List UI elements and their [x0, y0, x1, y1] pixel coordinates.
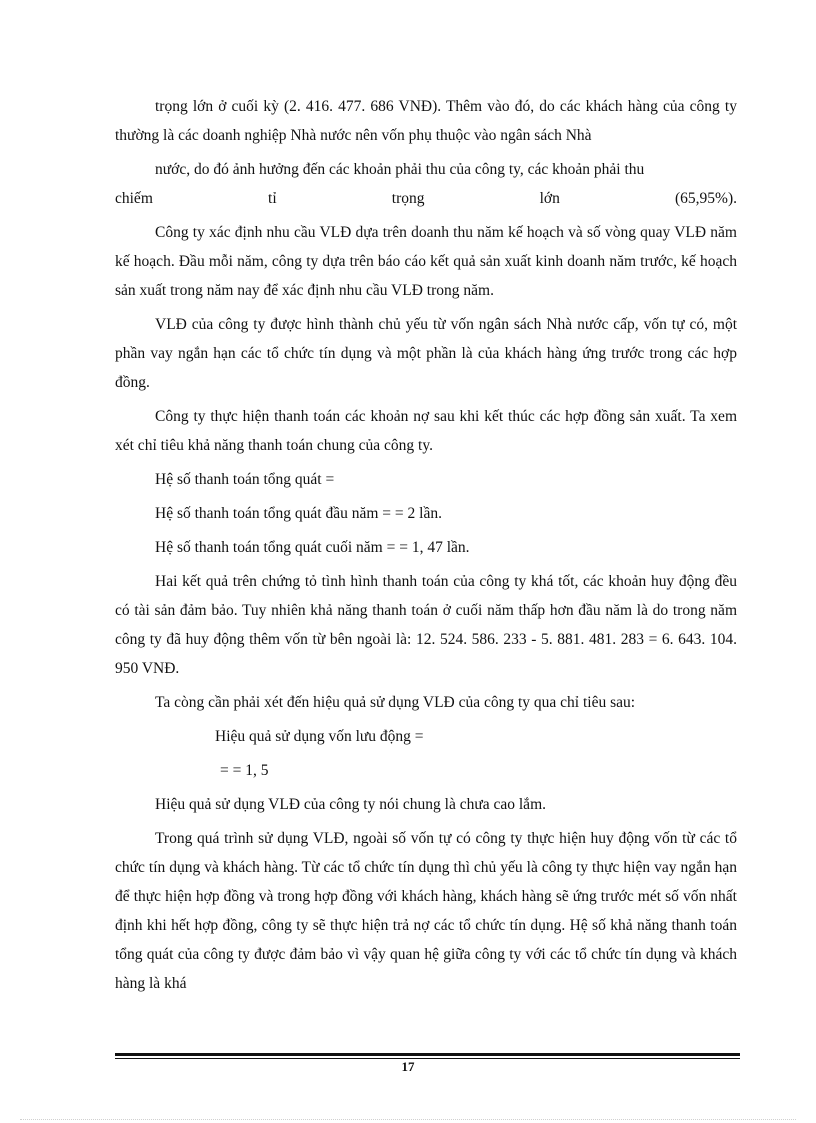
paragraph-cuoi-ky: trọng lớn ở cuối kỳ (2. 416. 477. 686 VNĐ). Thêm vào đó, do các khách hàng của công ty thường là các doanh nghiệp Nhà nước nên vốn phụ thuộc vào ngân sách Nhà: [115, 98, 737, 144]
formula-cuoi-nam: Hệ số thanh toán tổng quát cuối năm = = 1, 47 lần.: [155, 539, 470, 556]
formula-he-so-tong-quat: Hệ số thanh toán tổng quát =: [155, 471, 335, 488]
page-edge: [20, 1119, 796, 1120]
paragraph-nhu-cau-vld: Công ty xác định nhu cầu VLĐ dựa trên doanh thu năm kế hoạch và số vòng quay VLĐ năm kế hoạch. Đầu mỗi năm, công ty dựa trên báo cáo kết quả sản xuất kinh doanh năm trước, kế hoạch sản xuất trong năm nay để xác định nhu cầu VLĐ trong năm.: [115, 224, 737, 299]
paragraph-hinh-thanh-vld: VLĐ của công ty được hình thành chủ yếu từ vốn ngân sách Nhà nước cấp, vốn tự có, một phần vay ngắn hạn các tổ chức tín dụng và một phần là của khách hàng ứng trước trong các hợp đồng.: [115, 316, 737, 391]
paragraph-thanh-toan-no: Công ty thực hiện thanh toán các khoản nợ sau khi kết thúc các hợp đồng sản xuất. Ta xem xét chỉ tiêu khả năng thanh toán chung của công ty.: [115, 408, 737, 454]
paragraph-hieu-qua-nhan-xet: Hiệu quả sử dụng VLĐ của công ty nói chung là chưa cao lắm.: [155, 796, 546, 813]
formula-dau-nam: Hệ số thanh toán tổng quát đầu năm = = 2 lần.: [155, 505, 442, 522]
formula-hieu-qua-ket-qua: = = 1, 5: [220, 762, 269, 779]
footer-rule: [115, 1053, 740, 1056]
paragraph-hieu-qua-chi-tieu: Ta còng cần phải xét đến hiệu quả sử dụng VLĐ của công ty qua chỉ tiêu sau:: [155, 694, 636, 711]
paragraph-khoan-phai-thu: nước, do đó ảnh hưởng đến các khoản phải thu của công ty, các khoản phải thu: [155, 161, 645, 178]
page-body: [115, 92, 737, 1003]
footer-rule-thin: [115, 1058, 740, 1059]
paragraph-ti-trong: chiếm tỉ trọng lớn (65,95%).: [115, 190, 737, 207]
page-number: 17: [401, 1060, 415, 1071]
paragraph-qua-trinh-su-dung: Trong quá trình sử dụng VLĐ, ngoài số vốn tự có công ty thực hiện huy động vốn từ các tổ chức tín dụng và khách hàng. Từ các tổ chức tín dụng thì chủ yếu là công ty thực hiện vay ngắn hạn để thực hiện hợp đồng và trong hợp đồng với khách hàng, khách hàng sẽ ứng trước mét số vốn nhất định khi hết hợp đồng, công ty sẽ thực hiện trả nợ các tổ chức tín dụng. Hệ số khả năng thanh toán tổng quát của công ty được đảm bảo vì vậy quan hệ giữa công ty với các tổ chức tín dụng và khách hàng là khá: [115, 830, 737, 992]
paragraph-ket-qua: Hai kết quả trên chứng tỏ tình hình thanh toán của công ty khá tốt, các khoản huy động đều có tài sản đảm bảo. Tuy nhiên khả năng thanh toán ở cuối năm thấp hơn đầu năm là do trong năm công ty đã huy động thêm vốn từ bên ngoài là: 12. 524. 586. 233 - 5. 881. 481. 283 = 6. 643. 104. 950 VNĐ.: [115, 573, 737, 677]
formula-hieu-qua-von: Hiệu quả sử dụng vốn lưu động =: [215, 728, 424, 745]
